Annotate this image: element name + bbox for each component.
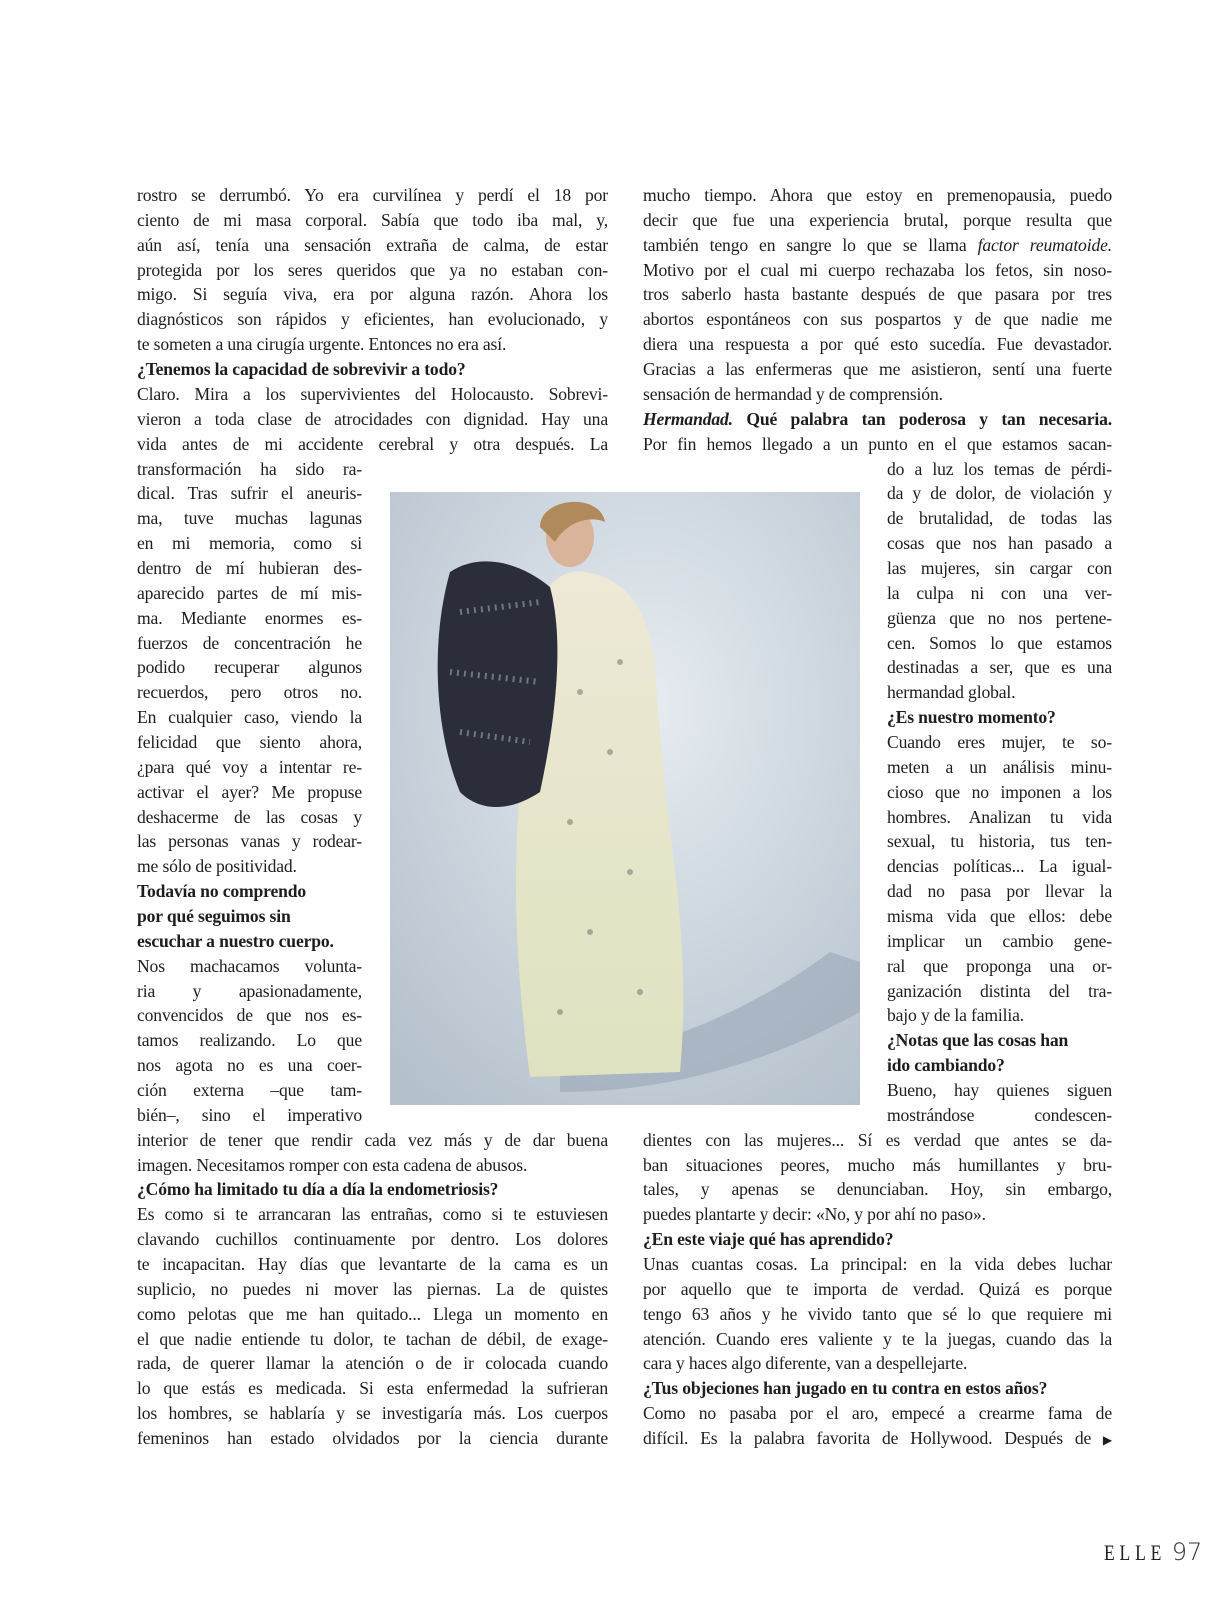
line-text: ción externa –que tam- — [137, 1079, 362, 1100]
left-column-top — [137, 183, 608, 456]
text-line — [137, 655, 362, 680]
text-line — [887, 531, 1112, 556]
text-line — [137, 829, 362, 854]
magazine-logo: ELLE — [1104, 1540, 1167, 1565]
line-text: deshacerme de las cosas y — [137, 806, 362, 827]
text-line — [137, 755, 362, 780]
line-text: ral que proponga una or- — [887, 955, 1112, 976]
text-line — [887, 879, 1112, 904]
text-line — [643, 233, 1112, 258]
text-line — [643, 1401, 1112, 1426]
text-line — [887, 631, 1112, 656]
text-line — [137, 1426, 608, 1451]
text-line — [137, 705, 362, 730]
line-text: ¿para qué voy a intentar re- — [137, 756, 362, 777]
line-text: recuerdos, pero otros no. — [137, 682, 362, 703]
line-text: atención. Cuando eres valiente y te la juegas, cuando das la — [643, 1328, 1112, 1349]
question-line — [137, 904, 362, 929]
text-line — [887, 829, 1112, 854]
text-line — [887, 457, 1112, 482]
text-line — [137, 556, 362, 581]
question-line — [887, 705, 1112, 730]
line-text: por qué seguimos sin — [137, 905, 291, 926]
question-line — [643, 407, 1112, 432]
text-line — [137, 730, 362, 755]
text-line — [137, 506, 362, 531]
text-line — [137, 780, 362, 805]
text-line — [887, 929, 1112, 954]
line-text: ma. Mediante enormes es- — [137, 607, 362, 628]
line-text: dientes con las mujeres... Sí es verdad que antes se da- — [643, 1129, 1112, 1150]
line-text: Es como si te arrancaran las entrañas, como si te estuviesen — [137, 1204, 608, 1225]
line-text: ¿Cómo ha limitado tu día a día la endometriosis? — [137, 1179, 499, 1200]
text-line — [137, 581, 362, 606]
text-line — [643, 1153, 1112, 1178]
text-line — [887, 481, 1112, 506]
text-line — [643, 1302, 1112, 1327]
text-line — [137, 1202, 608, 1227]
text-line — [887, 730, 1112, 755]
text-line — [137, 1028, 362, 1053]
text-line — [887, 680, 1112, 705]
text-line — [137, 481, 362, 506]
text-line — [887, 979, 1112, 1004]
line-text: ¿Tenemos la capacidad de sobrevivir a todo? — [137, 359, 466, 380]
text-line — [643, 1277, 1112, 1302]
line-text: tamos realizando. Lo que — [137, 1030, 362, 1051]
line-text: rostro se derrumbó. Yo era curvilínea y perdí el 18 por — [137, 185, 608, 205]
line-text: meten a un análisis minu- — [887, 756, 1112, 777]
line-text: hombres. Analizan tu vida — [887, 806, 1112, 827]
line-text: sensación de hermandad y de comprensión. — [643, 383, 943, 404]
line-text: güenza que no nos pertene- — [887, 607, 1112, 628]
line-text: ria y apasionadamente, — [137, 980, 362, 1001]
line-text: sexual, tu historia, tus ten- — [887, 831, 1112, 852]
text-line — [887, 954, 1112, 979]
line-text: cara y haces algo diferente, van a despellejarte. — [643, 1353, 968, 1374]
line-text: nos agota no es una coer- — [137, 1055, 362, 1076]
text-line — [887, 581, 1112, 606]
line-text: también tengo en sangre lo que se llama — [643, 234, 978, 255]
line-text: dical. Tras sufrir el aneuris- — [137, 483, 362, 504]
line-text: tales, y apenas se denunciaban. Hoy, sin embargo, — [643, 1179, 1112, 1200]
line-text: Todavía no comprendo — [137, 881, 307, 902]
text-line — [643, 432, 1112, 457]
line-text: dad no pasa por llevar la — [887, 881, 1112, 902]
text-line — [643, 1426, 1112, 1451]
text-line — [137, 332, 608, 357]
line-text: ciento de mi masa corporal. Sabía que todo iba mal, y, — [137, 209, 608, 230]
text-line — [643, 282, 1112, 307]
line-text: mucho tiempo. Ahora que estoy en premenopausia, puedo — [643, 185, 1112, 205]
text-line — [137, 407, 608, 432]
text-line — [887, 904, 1112, 929]
line-text: hermandad global. — [887, 682, 1016, 703]
line-text: Nos machacamos volunta- — [137, 955, 362, 976]
line-text: Por fin hemos llegado a un punto en el que estamos sacan- — [643, 433, 1112, 454]
line-text: los hombres, se hablaría y se investigaría más. Los cuerpos — [137, 1403, 608, 1424]
line-text: diagnósticos son rápidos y eficientes, han evolucionado, y — [137, 309, 608, 330]
question-line — [887, 1053, 1112, 1078]
question-line — [887, 1028, 1112, 1053]
line-text: escuchar a nuestro cuerpo. — [137, 930, 334, 951]
line-text: decir que fue una experiencia brutal, porque resulta que — [643, 209, 1112, 230]
line-text: transformación ha sido ra- — [137, 458, 362, 479]
text-line — [887, 805, 1112, 830]
portrait-photo — [390, 492, 860, 1105]
line-text: Motivo por el cual mi cuerpo rechazaba los fetos, sin noso- — [643, 259, 1112, 280]
line-text: bién–, sino el imperativo — [137, 1104, 362, 1125]
line-text: En cualquier caso, viendo la — [137, 707, 362, 728]
line-text: tengo 63 años y he vivido tanto que sé lo que requiere mi — [643, 1303, 1112, 1324]
text-line — [643, 1252, 1112, 1277]
text-line — [137, 282, 608, 307]
text-line — [887, 755, 1112, 780]
right-column-narrow — [887, 457, 1112, 1128]
text-line — [643, 183, 1112, 208]
text-line — [887, 854, 1112, 879]
line-text: convencidos de que nos es- — [137, 1005, 362, 1026]
text-line — [643, 1202, 1112, 1227]
line-text: ganización distinta del tra- — [887, 980, 1112, 1001]
line-text: por aquello que te importa de verdad. Quizá es porque — [643, 1278, 1112, 1299]
text-line — [137, 1277, 608, 1302]
line-text: clavando cuchillos continuamente por dentro. Los dolores — [137, 1229, 608, 1250]
text-line — [887, 780, 1112, 805]
continue-arrow-icon: ▶ — [1095, 1433, 1112, 1447]
line-text: mostrándose condescen- — [887, 1104, 1112, 1125]
text-line — [137, 680, 362, 705]
line-text: Qué palabra tan poderosa y tan necesaria. — [732, 408, 1112, 429]
line-text: suplicio, no puedes ni mover las piernas. La de quistes — [137, 1278, 608, 1299]
text-line — [137, 307, 608, 332]
question-line — [137, 1177, 608, 1202]
line-text: activar el ayer? Me propuse — [137, 781, 362, 802]
text-line — [137, 606, 362, 631]
line-text: implicar un cambio gene- — [887, 930, 1112, 951]
text-line — [137, 1327, 608, 1352]
text-line — [643, 307, 1112, 332]
line-text: femeninos han estado olvidados por la ciencia durante — [137, 1428, 608, 1448]
line-text: Como no pasaba por el aro, empecé a crearme fama de — [643, 1403, 1112, 1424]
line-text: aún así, tenía una sensación extraña de calma, de estar — [137, 234, 608, 255]
line-text: da y de dolor, de violación y — [887, 483, 1112, 504]
line-text: como pelotas que me han quitado... Llega un momento en — [137, 1303, 608, 1324]
line-text: dentro de mí hubieran des- — [137, 557, 362, 578]
text-line — [137, 1153, 608, 1178]
text-line — [137, 979, 362, 1004]
line-text: de brutalidad, de todas las — [887, 508, 1112, 529]
text-line — [137, 457, 362, 482]
line-text: migo. Si seguía viva, era por alguna razón. Ahora los — [137, 284, 608, 305]
line-text: interior de tener que rendir cada vez más y de dar buena — [137, 1129, 608, 1150]
line-text: felicidad que siento ahora, — [137, 731, 362, 752]
line-text: cen. Somos lo que estamos — [887, 632, 1112, 653]
line-text: Bueno, hay quienes siguen — [887, 1079, 1112, 1100]
text-line — [887, 556, 1112, 581]
text-line — [137, 854, 362, 879]
line-text: ¿En este viaje qué has aprendido? — [643, 1229, 894, 1250]
line-text: Unas cuantas cosas. La principal: en la vida debes luchar — [643, 1253, 1112, 1274]
text-line — [137, 208, 608, 233]
text-line — [137, 631, 362, 656]
line-text: lo que estás es medicada. Si esta enfermedad la sufrieran — [137, 1378, 608, 1399]
line-text: dencias políticas... La igual- — [887, 856, 1112, 877]
line-text: fuerzos de concentración he — [137, 632, 362, 653]
text-line — [887, 506, 1112, 531]
text-line — [643, 1351, 1112, 1376]
line-text: rada, de querer llamar la atención o de ir colocada cuando — [137, 1353, 608, 1374]
question-line — [137, 357, 608, 382]
text-line — [137, 1053, 362, 1078]
question-line — [137, 879, 362, 904]
line-text: bajo y de la familia. — [887, 1005, 1025, 1026]
text-line — [137, 1252, 608, 1277]
text-line — [643, 357, 1112, 382]
left-column-bottom — [137, 1128, 608, 1451]
text-line — [137, 805, 362, 830]
text-line — [643, 382, 1112, 407]
line-text: misma vida que ellos: debe — [887, 905, 1112, 926]
text-line — [137, 258, 608, 283]
line-text: ma, tuve muchas lagunas — [137, 508, 362, 529]
line-text: la culpa ni con una ver- — [887, 582, 1112, 603]
text-line — [643, 1327, 1112, 1352]
text-line — [887, 1078, 1112, 1103]
text-line — [137, 233, 608, 258]
page-footer — [1104, 1538, 1202, 1566]
right-column-bottom — [643, 1128, 1112, 1451]
text-line — [887, 655, 1112, 680]
text-line — [137, 954, 362, 979]
text-line — [137, 1351, 608, 1376]
text-line — [887, 1003, 1112, 1028]
italic-text: factor reumatoide. — [977, 234, 1113, 255]
line-text: en mi memoria, como si — [137, 533, 362, 554]
question-line — [643, 1227, 1112, 1252]
text-line — [137, 1003, 362, 1028]
text-line — [137, 1401, 608, 1426]
line-text: te someten a una cirugía urgente. Entonces no era así. — [137, 334, 507, 355]
line-text: imagen. Necesitamos romper con esta cadena de abusos. — [137, 1154, 528, 1175]
right-column-top — [643, 183, 1112, 456]
line-text: protegida por los seres queridos que ya no estaban con- — [137, 259, 608, 280]
text-line — [137, 183, 608, 208]
line-text: te incapacitan. Hay días que levantarte de la cama es un — [137, 1253, 608, 1274]
text-line — [137, 1227, 608, 1252]
line-text: destinadas a ser, que es una — [887, 657, 1112, 678]
text-line — [887, 1103, 1112, 1128]
text-line — [137, 1078, 362, 1103]
line-text: tros saberlo hasta bastante después de que pasara por tres — [643, 284, 1112, 305]
line-text: cioso que no imponen a los — [887, 781, 1112, 802]
text-line — [137, 1376, 608, 1401]
line-text: las personas vanas y rodear- — [137, 831, 362, 852]
line-text: puedes plantarte y decir: «No, y por ahí no paso». — [643, 1204, 986, 1225]
line-text: difícil. Es la palabra favorita de Hollywood. Después de — [643, 1428, 1092, 1448]
text-line — [643, 258, 1112, 283]
italic-text: Hermandad. — [643, 408, 733, 429]
line-text: Gracias a las enfermeras que me asistieron, sentí una fuerte — [643, 359, 1112, 380]
page-number: 97 — [1171, 1538, 1203, 1566]
line-text: las mujeres, sin cargar con — [887, 557, 1112, 578]
line-text: el que nadie entiende tu dolor, te tachan de débil, de exage- — [137, 1328, 608, 1349]
line-text: Claro. Mira a los supervivientes del Holocausto. Sobrevi- — [137, 383, 608, 404]
line-text: ido cambiando? — [887, 1055, 1005, 1076]
line-text: abortos espontáneos con sus pospartos y de que nadie me — [643, 309, 1112, 330]
line-text: vida antes de mi accidente cerebral y otra después. La — [137, 433, 608, 454]
line-text: aparecido partes de mí mis- — [137, 582, 362, 603]
line-text: do a luz los temas de pérdi- — [887, 458, 1112, 479]
line-text: diera una respuesta a por qué esto sucedía. Fue devastador. — [643, 334, 1112, 355]
text-line — [643, 208, 1112, 233]
line-text: ¿Notas que las cosas han — [887, 1030, 1069, 1051]
line-text: vieron a toda clase de atrocidades con dignidad. Hay una — [137, 408, 608, 429]
question-line — [137, 929, 362, 954]
text-line — [137, 1103, 362, 1128]
line-text: cosas que nos han pasado a — [887, 533, 1112, 554]
text-line — [137, 432, 608, 457]
text-line — [643, 1177, 1112, 1202]
text-line — [643, 1128, 1112, 1153]
text-line — [137, 1128, 608, 1153]
line-text: ¿Tus objeciones han jugado en tu contra en estos años? — [643, 1378, 1048, 1399]
line-text: podido recuperar algunos — [137, 657, 362, 678]
text-line — [137, 531, 362, 556]
question-line — [643, 1376, 1112, 1401]
line-text: ¿Es nuestro momento? — [887, 707, 1056, 728]
line-text: ban situaciones peores, mucho más humillantes y bru- — [643, 1154, 1112, 1175]
left-column-narrow — [137, 457, 362, 1128]
text-line — [137, 382, 608, 407]
text-line — [137, 1302, 608, 1327]
line-text: Cuando eres mujer, te so- — [887, 731, 1112, 752]
line-text: me sólo de positividad. — [137, 856, 297, 877]
text-line — [643, 332, 1112, 357]
text-line — [887, 606, 1112, 631]
